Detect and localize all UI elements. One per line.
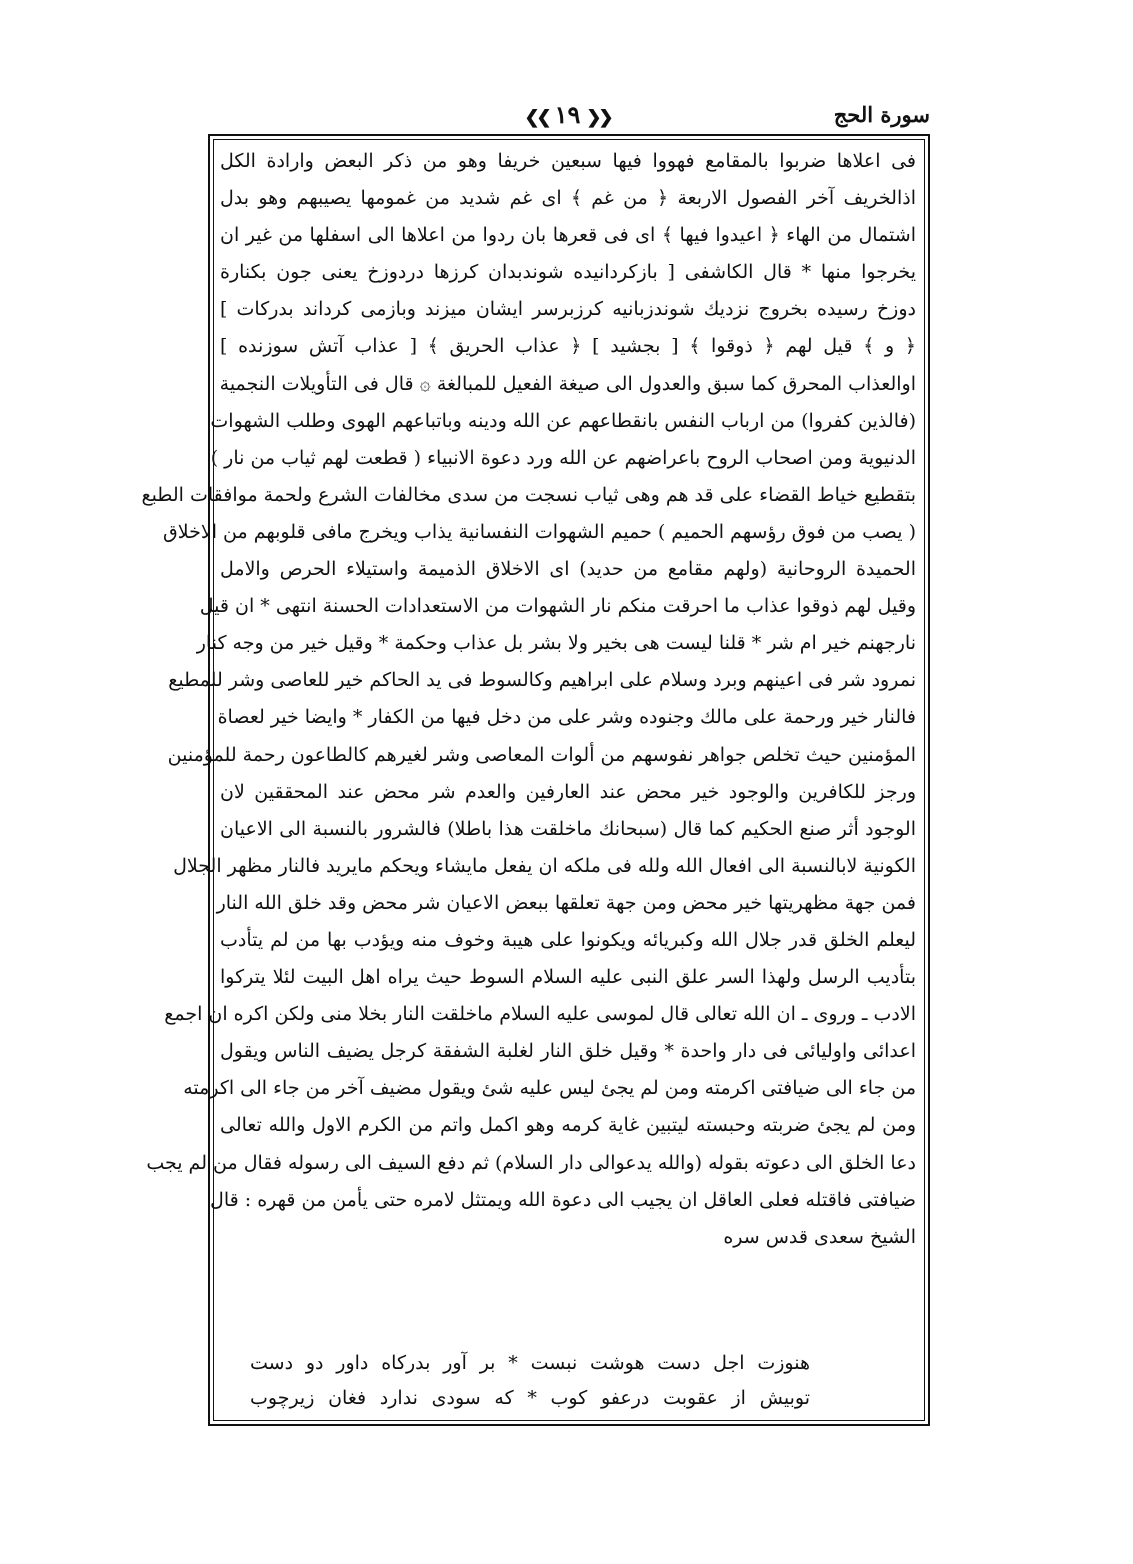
text-line: ليعلم الخلق قدر جلال الله وكبريائه ويكونوا على هيبة وخوف منه ويؤدب بها من لم يتأدب <box>220 928 916 951</box>
text-line: اعدائى واوليائى فى دار واحدة * وقيل خلق النار لغلبة الشفقة كرجل يضيف الناس ويقول <box>220 1040 916 1063</box>
text-line: بتقطيع خياط القضاء على قد هم وهى ثياب نسجت من سدى مخالفات الشرع ولحمة موافقات الطبع <box>141 483 916 506</box>
text-line: فالنار خير ورحمة على مالك وجنوده وشر على من دخل فيها من الكفار * وايضا خير لعصاة <box>217 706 916 729</box>
text-line: ضيافتى فاقتله فعلى العاقل ان يجيب الى دعوة الله ويمتثل لامره حتى يأمن من قهره : قال <box>210 1188 916 1211</box>
body-text <box>141 143 916 1256</box>
text-line: وقيل لهم ذوقوا عذاب ما احرقت منكم نار الشهوات من الاستعدادات الحسنة انتهى * ان قيل <box>199 595 916 618</box>
page-header <box>205 100 930 134</box>
text-line: يخرجوا منها * قال الكاشفى [ بازكردانيده شوندبدان كرزها دردوزخ يعنى جون بكنارة <box>220 261 916 284</box>
text-line: الحميدة الروحانية (ولهم مقامع من حديد) اى الاخلاق الذميمة واستيلاء الحرص والامل <box>220 558 916 581</box>
text-line: بتأديب الرسل ولهذا السر علق النبى عليه السلام السوط حيث يراه اهل البيت لئلا يتركوا <box>220 966 916 989</box>
text-line: اذالخريف آخر الفصول الاربعة ﴿ من غم ﴾ اى غم شديد من غمومها يصيبهم وهو بدل <box>220 187 916 210</box>
poem-verse: توبيش از عقوبت درعفو كوب * كه سودى ندارد فغان زيرچوب <box>250 1387 810 1409</box>
text-line: نارجهنم خير ام شر * قلنا ليست هى بخير ولا بشر بل عذاب وحكمة * وقيل خير من وجه كنار <box>196 632 916 655</box>
text-line: المؤمنين حيث تخلص جواهر نفوسهم من ألوات المعاصى وشر لغيرهم كالطاعون رحمة للمؤمنين <box>167 743 916 766</box>
text-line: دعا الخلق الى دعوته بقوله (والله يدعوالى دار السلام) ثم دفع السيف الى رسوله فقال من لم يجب <box>146 1151 916 1174</box>
text-line: الادب ـ وروى ـ ان الله تعالى قال لموسى عليه السلام ماخلقت النار بخلا منى ولكن اكره ان اجمع <box>164 1003 916 1026</box>
text-line: اشتمال من الهاء ﴿ اعيدوا فيها ﴾ اى فى قعرها بان ردوا من اعلاها الى اسفلها من غير ان <box>220 224 916 247</box>
text-line: الدنيوية ومن اصحاب الروح باعراضهم عن الله ورد دعوة الانبياء ( قطعت لهم ثياب من نار ) <box>210 446 916 469</box>
text-line: (فالذين كفروا) من ارباب النفس بانقطاعهم عن الله ودينه وباتباعهم الهوى وطلب الشهوات <box>210 409 916 432</box>
page-number-group <box>518 100 616 133</box>
ornament-left-icon: ❮❮ <box>524 107 549 128</box>
text-line: نمرود شر فى اعينهم وبرد وسلام على ابراهيم وكالسوط فى يد الحاكم خير للعاصى وشر للمطيع <box>168 669 916 692</box>
text-line: الشيخ سعدى قدس سره <box>723 1225 916 1248</box>
text-line: ﴿ و ﴾ قيل لهم ﴿ ذوقوا ﴾ [ بجشيد ] ﴿ عذاب الحريق ﴾ [ عذاب آتش سوزنده ] <box>220 335 916 358</box>
text-line: الكونية لابالنسبة الى افعال الله ولله فى ملكه ان يفعل مايشاء ويحكم مايريد فالنار مظهر الجلال <box>173 854 916 877</box>
text-line: اوالعذاب المحرق كما سبق والعدول الى صيغة الفعيل للمبالغة ۞ قال فى التأويلات النجمية <box>219 372 916 395</box>
text-line: دوزخ رسيده بخروج نزديك شوندزبانيه كرزبرسر ايشان ميزند وبازمى كرداند بدركات ] <box>220 298 916 321</box>
text-line: الوجود أثر صنع الحكيم كما قال (سبحانك ماخلقت هذا باطلا) فالشرور بالنسبة الى الاعيان <box>220 817 916 840</box>
surah-title: سورة الحج <box>833 102 930 127</box>
text-line: فمن جهة مظهريتها خير محض ومن جهة تعلقها ببعض الاعيان شر محض وقد خلق الله النار <box>216 891 916 914</box>
poem-verses <box>250 1346 810 1416</box>
text-line: ورجز للكافرين والوجود خير محض عند العارفين والعدم شر محض عند المحققين لان <box>220 780 916 803</box>
text-line: ومن لم يجئ ضربته وحبسته ليتبين غاية كرمه وهو اكمل واتم من الكرم الاول والله تعالى <box>220 1114 916 1137</box>
page-number: ١٩ <box>554 100 581 129</box>
ornament-right-icon: ❯❯ <box>586 107 611 128</box>
text-line: ( يصب من فوق رؤسهم الحميم ) حميم الشهوات النفسانية يذاب ويخرج مافى قلوبهم من الاخلاق <box>163 520 916 543</box>
text-line: من جاء الى ضيافتى اكرمته ومن لم يجئ ليس عليه شئ ويقول مضيف آخر من جاء الى اكرمته <box>183 1077 916 1100</box>
poem-verse: هنوزت اجل دست هوشت نبست * بر آور بدركاه داور دو دست <box>250 1352 810 1374</box>
text-line: فى اعلاها ضربوا بالمقامع فهووا فيها سبعين خريفا وهو من ذكر البعض وارادة الكل <box>220 150 916 172</box>
